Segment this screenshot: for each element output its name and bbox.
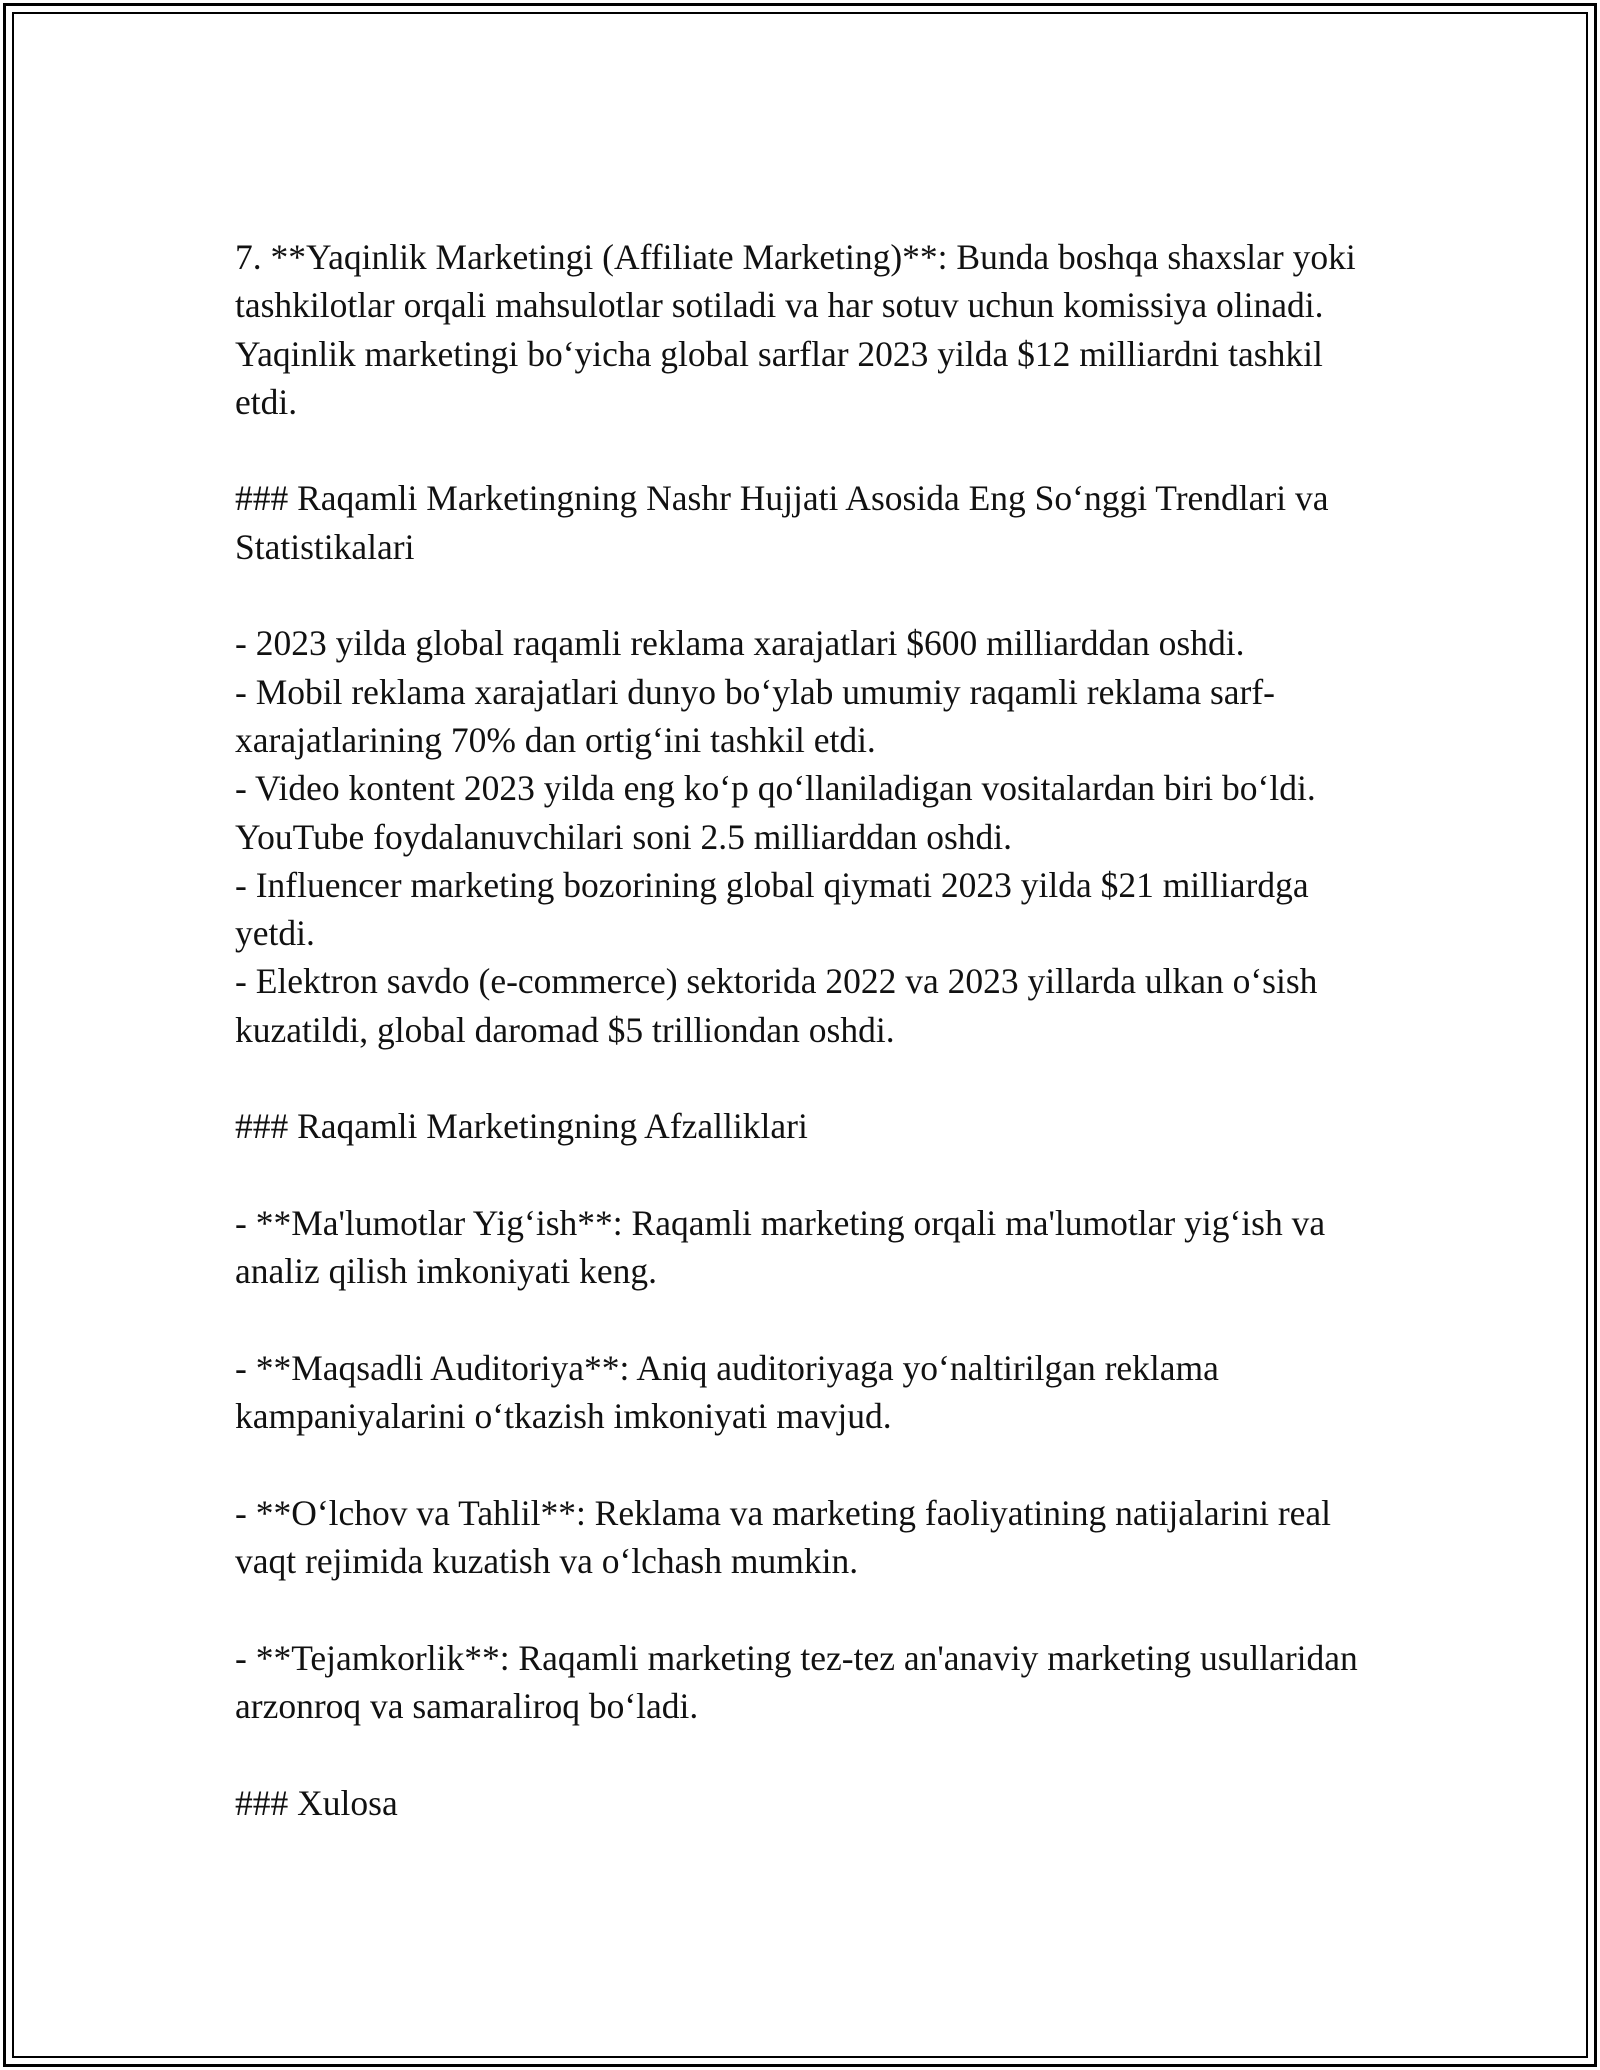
- trend-item: - Mobil reklama xarajatlari dunyo bo‘ylab umumiy raqamli reklama sarf-xarajatlarining 70% dan ortig‘ini tashkil etdi.: [235, 671, 1275, 760]
- heading-conclusion: ### Xulosa: [235, 1782, 398, 1823]
- heading-benefits: ### Raqamli Marketingning Afzalliklari: [235, 1106, 808, 1147]
- benefit-item: - **Maqsadli Auditoriya**: Aniq auditoriyaga yo‘naltirilgan reklama kampaniyalarini o‘tkazish imkoniyati mavjud.: [235, 1347, 1219, 1437]
- trend-item: - 2023 yilda global raqamli reklama xarajatlari $600 milliarddan oshdi.: [235, 623, 1245, 664]
- benefit-item: - **Ma'lumotlar Yig‘ish**: Raqamli marketing orqali ma'lumotlar yig‘ish va analiz qilish imkoniyati keng.: [235, 1202, 1326, 1292]
- paragraph-affiliate-marketing: 7. **Yaqinlik Marketingi (Affiliate Marketing)**: Bunda boshqa shaxslar yoki tashkilotlar orqali mahsulotlar sotiladi va har sotuv uchun komissiya olinadi. Yaqinlik marketingi bo‘yicha global sarflar 2023 yilda $12 milliardni tashkil etdi.: [235, 237, 1356, 422]
- benefit-item: - **Tejamkorlik**: Raqamli marketing tez-tez an'anaviy marketing usullaridan arzonroq va samaraliroq bo‘ladi.: [235, 1637, 1358, 1726]
- document-body: [235, 233, 1385, 1827]
- trend-item: - Elektron savdo (e-commerce) sektorida 2022 va 2023 yillarda ulkan o‘sish kuzatildi, global daromad $5 trilliondan oshdi.: [235, 961, 1318, 1050]
- trend-item: - Influencer marketing bozorining global qiymati 2023 yilda $21 milliardga yetdi.: [235, 864, 1309, 954]
- heading-trends: ### Raqamli Marketingning Nashr Hujjati Asosida Eng So‘nggi Trendlari va Statistikalari: [235, 478, 1329, 567]
- trend-item: - Video kontent 2023 yilda eng ko‘p qo‘llaniladigan vositalardan biri bo‘ldi. YouTube foydalanuvchilari soni 2.5 milliarddan oshdi.: [235, 768, 1316, 857]
- benefit-item: - **O‘lchov va Tahlil**: Reklama va marketing faoliyatining natijalarini real vaqt rejimida kuzatish va o‘lchash mumkin.: [235, 1492, 1332, 1582]
